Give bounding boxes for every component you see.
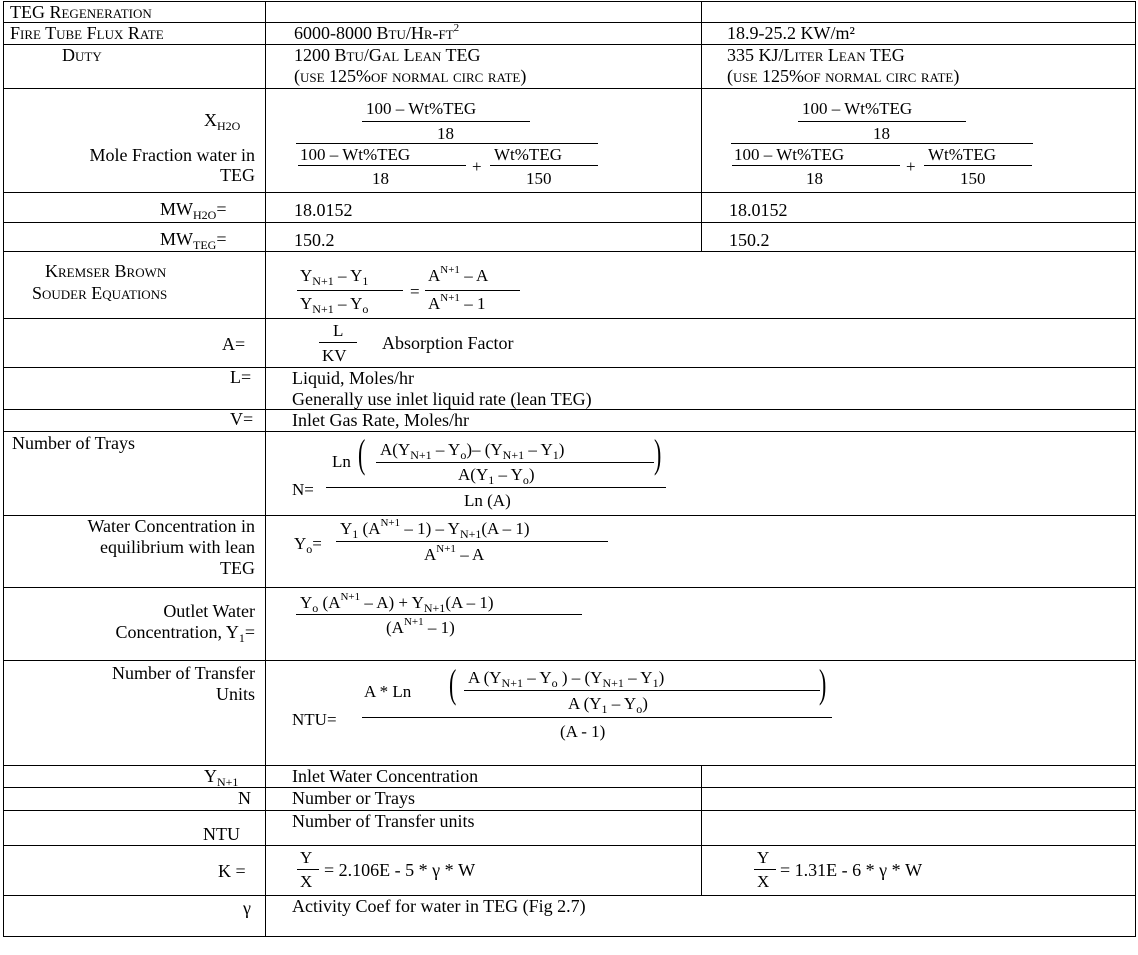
row-line-1 (3, 22, 1136, 23)
duty-metric-line-1: 335 KJ/Liter Lean TEG (727, 45, 905, 65)
eq-num-sub1: 1 (352, 527, 359, 541)
mw-h2o-imperial: 18.0152 (294, 200, 353, 220)
out-num-b: (A (322, 593, 341, 612)
tr-den-a: A(Y (458, 465, 489, 484)
flux-imperial-value: 6000-8000 Btu/Hr-ft (294, 23, 454, 43)
k-lhs-den-y: Y (300, 294, 313, 313)
mf-imp-den-a-num: 100 – Wt%TEG (300, 145, 411, 164)
k-lhs-den-minus: – Y (337, 294, 363, 313)
legend-yn1-sub: N+1 (217, 775, 239, 789)
eq-num-c: – 1) – Y (404, 519, 460, 538)
tr-in-sub4: 1 (552, 448, 559, 462)
row-line-13 (3, 660, 1136, 661)
absorption-desc: Absorption Factor (382, 333, 514, 353)
out-num-d: (A – 1) (445, 593, 494, 612)
gamma-symbol: γ (243, 898, 251, 918)
kremser-lhs-num (300, 266, 368, 287)
mf-imp-main-bar (296, 143, 598, 144)
mf-imp-plus: + (472, 157, 482, 176)
outlet-num (300, 593, 493, 615)
ntu-in-d: – Y (628, 668, 653, 687)
mf-met-den-b-den: 150 (960, 169, 986, 188)
ntu-in-sub2: o (551, 676, 558, 690)
row-line-6 (3, 251, 1136, 252)
legend-n-text: Number or Trays (292, 788, 416, 808)
ntu-den-c: ) (642, 694, 648, 713)
equilibrium-label-3: TEG (220, 558, 255, 578)
outlet-label-2 (116, 622, 255, 644)
ntu-in-a: A (Y (468, 668, 502, 687)
out-num-c: – A) + Y (364, 593, 424, 612)
kremser-lhs-den (300, 294, 368, 315)
eq-num-a: Y (340, 519, 353, 538)
k-rhs-num-b: – A (464, 266, 489, 285)
tr-in-sub3: N+1 (502, 448, 525, 462)
ntu-in-c: ) – (Y (561, 668, 603, 687)
mole-fraction-label-2: TEG (220, 165, 255, 185)
row-line-12 (3, 587, 1136, 588)
flux-imperial (294, 23, 459, 46)
out-num-exp: N+1 (340, 591, 361, 603)
ntu-main-bar (362, 717, 832, 718)
mf-met-top-bar (798, 121, 966, 122)
row-line-10 (3, 431, 1136, 432)
tr-in-e: ) (558, 440, 565, 459)
out-den-b: – 1) (427, 618, 455, 637)
mw-teg-label (160, 229, 226, 251)
k-lhs-den-subo: o (362, 302, 369, 316)
eq-lhs-eq: = (312, 534, 322, 553)
duty-imperial-line-1: 1200 Btu/Gal Lean TEG (294, 45, 481, 65)
mw-teg-metric: 150.2 (729, 230, 770, 250)
out-num-a: Y (300, 593, 313, 612)
equilibrium-den (424, 545, 484, 567)
ntu-in-e: ) (658, 668, 665, 687)
tr-in-c: )– (Y (466, 440, 503, 459)
mf-met-main-bar (731, 143, 1033, 144)
trays-inner-den (458, 465, 535, 486)
k-lhs-num-sub: N+1 (312, 274, 334, 288)
legend-n-symbol: N (238, 788, 251, 808)
mw-h2o-label (160, 199, 227, 221)
trays-paren-right: ) (653, 431, 662, 476)
absorption-bar (319, 342, 357, 343)
ntu-inner-den (568, 694, 648, 715)
eq-lhs-sub: o (306, 542, 313, 556)
k-met-den: X (757, 872, 770, 891)
tr-den-sub1: 1 (488, 473, 495, 487)
outlet-den (386, 618, 455, 640)
gamma-text: Activity Coef for water in TEG (Fig 2.7) (292, 896, 586, 916)
out-den-exp: N+1 (403, 616, 424, 628)
kremser-label-1: Kremser Brown (45, 261, 167, 281)
k-rhs-den-b: – 1 (464, 294, 486, 313)
legend-ntu-symbol: NTU (203, 824, 240, 844)
row-line-19 (3, 936, 1136, 937)
equilibrium-bar (336, 541, 608, 542)
k-rhs-num-exp: N+1 (440, 264, 460, 276)
row-line-17 (3, 845, 1136, 846)
eq-lhs-y: Y (294, 534, 307, 553)
ntu-den-a: A (Y (568, 694, 602, 713)
mf-imp-den-b-den: 150 (526, 169, 552, 188)
tr-in-a: A(Y (380, 440, 411, 459)
legend-yn1-main: Y (204, 766, 217, 786)
x-h2o-symbol (204, 110, 240, 132)
mw-teg-main: MW (160, 229, 193, 249)
legend-yn1-symbol (204, 766, 238, 788)
row-line-3 (3, 88, 1136, 89)
equilibrium-label-1: Water Concentration in (87, 516, 255, 536)
k-rhs-den-exp: N+1 (440, 292, 460, 304)
absorption-num: L (333, 321, 344, 340)
tr-den-b: – Y (498, 465, 523, 484)
tr-in-sub1: N+1 (410, 448, 432, 462)
eq-den-a: A (424, 545, 437, 564)
row-line-14 (3, 765, 1136, 766)
trays-inner-bar (376, 462, 654, 463)
row-line-4 (3, 192, 1136, 193)
row-line-2 (3, 44, 1136, 45)
col-divider-2-bottom (701, 765, 702, 895)
ntu-inner-bar (464, 690, 820, 691)
mf-imp-top-bar (362, 121, 530, 122)
mf-met-den-b-num: Wt%TEG (928, 145, 996, 164)
k-imp-bar (297, 869, 319, 870)
liquid-line-2: Generally use inlet liquid rate (lean TEG) (292, 389, 592, 409)
mf-met-den-a-den: 18 (806, 169, 823, 188)
kremser-rhs-bar (425, 290, 520, 291)
row-line-15 (3, 787, 1136, 788)
k-lhs-num-minus: – Y (337, 266, 363, 285)
row-line-0 (3, 1, 1136, 2)
col-divider-1 (265, 1, 266, 936)
table-title: TEG Regeneration (10, 2, 152, 22)
x-subscript: H2O (217, 119, 241, 133)
flux-imperial-exponent: 2 (453, 22, 460, 34)
tr-in-sub2: o (460, 448, 467, 462)
outlet-bar (296, 614, 582, 615)
mole-fraction-label-1: Mole Fraction water in (89, 145, 255, 165)
mf-imp-den-a-bar (298, 165, 466, 166)
mf-met-den-a-num: 100 – Wt%TEG (734, 145, 845, 164)
ntu-inner-num (468, 668, 664, 689)
ntu-in-sub1: N+1 (501, 676, 523, 690)
table-right-border (1135, 1, 1136, 936)
kremser-eq: = (410, 282, 420, 301)
mf-met-den-b-bar (924, 165, 1032, 166)
ntu-den-sub1: 1 (601, 702, 608, 716)
outlet-label-1: Outlet Water (163, 601, 255, 621)
ntu-in-sub4: 1 (652, 676, 659, 690)
duty-metric-line-2: (use 125%of normal circ rate) (727, 66, 960, 86)
eq-num-b: (A (362, 519, 381, 538)
trays-main-bar (326, 487, 666, 488)
k-lhs-num-y: Y (300, 266, 313, 285)
row-line-7 (3, 318, 1136, 319)
kremser-rhs-num (428, 266, 488, 288)
x-symbol: X (204, 110, 217, 130)
legend-ntu-text: Number of Transfer units (292, 811, 475, 831)
mf-met-den-a-bar (732, 165, 900, 166)
k-lhs-den-sub: N+1 (312, 302, 334, 316)
ntu-paren-left: ( (448, 661, 457, 706)
tr-in-b: – Y (435, 440, 461, 459)
eq-den-b: – A (460, 545, 485, 564)
k-imp-num: Y (300, 848, 313, 867)
gas-label: V= (230, 409, 254, 429)
k-metric-formula: = 1.31E - 6 * γ * W (780, 860, 923, 880)
table-left-border (3, 1, 4, 936)
legend-yn1-text: Inlet Water Concentration (292, 766, 479, 786)
gas-text: Inlet Gas Rate, Moles/hr (292, 410, 469, 430)
mw-h2o-metric: 18.0152 (729, 200, 788, 220)
equilibrium-num (340, 519, 530, 541)
trays-paren-left: ( (357, 431, 366, 476)
tr-den-sub2: o (522, 473, 529, 487)
k-imp-den: X (300, 872, 313, 891)
tr-den-c: ) (528, 465, 535, 484)
flux-metric: 18.9-25.2 KW/m² (727, 23, 855, 43)
outlet-label-2-text: Concentration, Y (115, 622, 239, 642)
trays-inner-num (380, 440, 564, 461)
out-den-a: (A (386, 618, 404, 637)
eq-num-d: (A – 1) (481, 519, 530, 538)
ntu-in-sub3: N+1 (602, 676, 624, 690)
fire-tube-flux-label: Fire Tube Flux Rate (10, 23, 164, 43)
mf-imp-den-b-bar (490, 165, 598, 166)
mf-imp-top-num: 100 – Wt%TEG (366, 99, 477, 118)
trays-ln: Ln (332, 452, 351, 471)
kremser-label-2: Souder Equations (32, 283, 168, 303)
mf-imp-top-den: 18 (437, 124, 454, 143)
k-rhs-num-a: A (428, 266, 441, 285)
k-label: K = (218, 861, 246, 881)
col-divider-2-top (701, 1, 702, 251)
kremser-lhs-bar (297, 290, 403, 291)
mw-teg-subscript: TEG (193, 238, 217, 252)
ntu-denom: (A - 1) (560, 722, 606, 741)
row-line-8 (3, 367, 1136, 368)
mf-met-top-den: 18 (873, 124, 890, 143)
liquid-line-1: Liquid, Moles/hr (292, 368, 414, 388)
ntu-in-b: – Y (527, 668, 552, 687)
absorption-den: KV (322, 346, 347, 365)
tr-in-d: – Y (528, 440, 553, 459)
row-line-16 (3, 810, 1136, 811)
row-line-5 (3, 222, 1136, 223)
k-lhs-num-sub1: 1 (362, 274, 369, 288)
mw-h2o-eq: = (216, 199, 227, 219)
eq-den-exp: N+1 (436, 543, 456, 555)
out-num-sub2: N+1 (423, 601, 446, 615)
k-met-num: Y (757, 848, 770, 867)
equilibrium-lhs (294, 534, 322, 555)
k-met-bar (754, 869, 776, 870)
trays-label: Number of Trays (12, 433, 136, 453)
mf-met-top-num: 100 – Wt%TEG (802, 99, 913, 118)
ntu-den-b: – Y (611, 694, 637, 713)
trays-denom: Ln (A) (464, 491, 511, 510)
duty-imperial-line-2: (use 125%of normal circ rate) (294, 66, 527, 86)
outlet-label-2-eq: = (244, 622, 255, 642)
k-imperial-formula: = 2.106E - 5 * γ * W (324, 860, 476, 880)
absorption-label: A= (222, 334, 246, 354)
eq-num-exp: N+1 (380, 517, 401, 529)
ntu-a-ln: A * Ln (364, 682, 412, 701)
ntu-paren-right: ) (818, 661, 827, 706)
k-rhs-den-a: A (428, 294, 441, 313)
eq-num-sub2: N+1 (459, 527, 482, 541)
outlet-label-2-sub: 1 (238, 631, 245, 645)
mw-teg-eq: = (216, 229, 227, 249)
ntu-den-sub2: o (636, 702, 643, 716)
equilibrium-label-2: equilibrium with lean (100, 537, 255, 557)
ntu-label-1: Number of Transfer (112, 663, 255, 683)
liquid-label: L= (230, 367, 252, 387)
out-num-sub1: o (312, 601, 319, 615)
mw-teg-imperial: 150.2 (294, 230, 335, 250)
mw-h2o-subscript: H2O (193, 208, 217, 222)
mf-imp-den-b-num: Wt%TEG (494, 145, 562, 164)
row-line-9 (3, 409, 1136, 410)
kremser-rhs-den (428, 294, 485, 316)
ntu-label-2: Units (215, 684, 255, 704)
mf-imp-den-a-den: 18 (372, 169, 389, 188)
mf-met-plus: + (906, 157, 916, 176)
mw-h2o-main: MW (160, 199, 193, 219)
duty-label: Duty (62, 45, 102, 65)
ntu-lhs: NTU= (292, 710, 337, 729)
trays-n-eq: N= (292, 480, 314, 499)
